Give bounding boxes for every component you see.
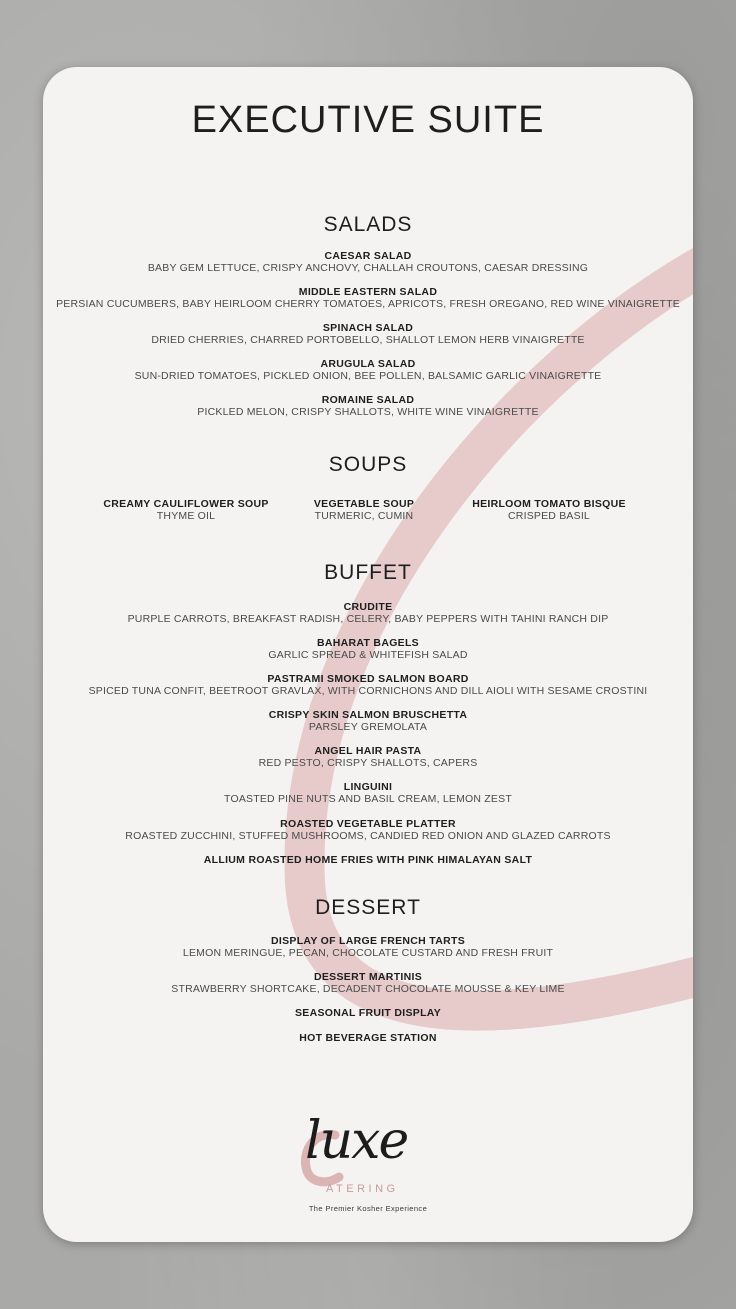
menu-card <box>43 67 693 1242</box>
item-name: ROASTED VEGETABLE PLATTER <box>280 818 456 830</box>
menu-item <box>43 935 693 959</box>
menu-item <box>43 358 693 382</box>
item-name: HOT BEVERAGE STATION <box>299 1032 437 1044</box>
menu-item <box>43 322 693 346</box>
menu-item <box>43 394 693 418</box>
item-description: STRAWBERRY SHORTCAKE, DECADENT CHOCOLATE MOUSSE & KEY LIME <box>171 983 565 995</box>
item-name: MIDDLE EASTERN SALAD <box>298 286 438 298</box>
menu-item <box>86 498 286 522</box>
menu-title: EXECUTIVE SUITE <box>191 99 545 141</box>
menu-item <box>43 601 693 625</box>
item-description: BABY GEM LETTUCE, CRISPY ANCHOVY, CHALLAH CROUTONS, CAESAR DRESSING <box>147 262 589 274</box>
menu-item <box>43 971 693 995</box>
item-description: SUN-DRIED TOMATOES, PICKLED ONION, BEE POLLEN, BALSAMIC GARLIC VINAIGRETTE <box>134 370 602 382</box>
item-description: CRISPED BASIL <box>508 510 590 522</box>
item-name: LINGUINI <box>343 781 393 793</box>
item-name: ARUGULA SALAD <box>320 358 416 370</box>
section-title-buffet: BUFFET <box>324 561 412 584</box>
item-description: LEMON MERINGUE, PECAN, CHOCOLATE CUSTARD AND FRESH FRUIT <box>182 947 554 959</box>
item-description: PURPLE CARROTS, BREAKFAST RADISH, CELERY, BABY PEPPERS WITH TAHINI RANCH DIP <box>127 613 609 625</box>
item-name: ANGEL HAIR PASTA <box>314 745 422 757</box>
item-name: CRUDITE <box>343 601 393 613</box>
logo-tagline: The Premier Kosher Experience <box>308 1204 428 1213</box>
menu-item <box>43 709 693 733</box>
item-description: GARLIC SPREAD & WHITEFISH SALAD <box>268 649 468 661</box>
luxe-catering-logo <box>293 1105 443 1220</box>
item-name: DISPLAY OF LARGE FRENCH TARTS <box>270 935 466 947</box>
item-name: CAESAR SALAD <box>324 250 412 262</box>
menu-item <box>264 498 464 522</box>
logo-script: luxe <box>305 1111 408 1171</box>
item-description: SPICED TUNA CONFIT, BEETROOT GRAVLAX, WITH CORNICHONS AND DILL AIOLI WITH SESAME CROSTINI <box>88 685 648 697</box>
item-name: VEGETABLE SOUP <box>313 498 415 510</box>
menu-item <box>43 1007 693 1019</box>
item-description: TOASTED PINE NUTS AND BASIL CREAM, LEMON ZEST <box>224 793 512 805</box>
item-description: PERSIAN CUCUMBERS, BABY HEIRLOOM CHERRY TOMATOES, APRICOTS, FRESH OREGANO, RED WINE VINAIGRETTE <box>56 298 680 310</box>
menu-item <box>43 637 693 661</box>
menu-item <box>43 250 693 274</box>
logo-catering: ATERING <box>326 1183 399 1195</box>
item-description: TURMERIC, CUMIN <box>314 510 414 522</box>
menu-item <box>449 498 649 522</box>
item-name: BAHARAT BAGELS <box>316 637 419 649</box>
item-name: CRISPY SKIN SALMON BRUSCHETTA <box>268 709 468 721</box>
item-name: CREAMY CAULIFLOWER SOUP <box>103 498 269 510</box>
item-name: DESSERT MARTINIS <box>313 971 423 983</box>
item-description: PARSLEY GREMOLATA <box>308 721 428 733</box>
menu-item <box>43 286 693 310</box>
menu-item <box>43 745 693 769</box>
item-name: SPINACH SALAD <box>322 322 414 334</box>
item-description: PICKLED MELON, CRISPY SHALLOTS, WHITE WINE VINAIGRETTE <box>197 406 539 418</box>
item-name: ALLIUM ROASTED HOME FRIES WITH PINK HIMALAYAN SALT <box>203 854 533 866</box>
item-name: SEASONAL FRUIT DISPLAY <box>294 1007 442 1019</box>
item-name: PASTRAMI SMOKED SALMON BOARD <box>267 673 469 685</box>
menu-item <box>43 781 693 805</box>
section-title-soups: SOUPS <box>328 453 408 476</box>
item-description: RED PESTO, CRISPY SHALLOTS, CAPERS <box>258 757 478 769</box>
item-description: THYME OIL <box>156 510 216 522</box>
menu-item <box>43 818 693 842</box>
menu-item <box>43 1032 693 1044</box>
section-title-dessert: DESSERT <box>315 896 421 919</box>
menu-item <box>43 854 693 866</box>
item-description: DRIED CHERRIES, CHARRED PORTOBELLO, SHALLOT LEMON HERB VINAIGRETTE <box>151 334 585 346</box>
menu-item <box>43 673 693 697</box>
item-name: ROMAINE SALAD <box>321 394 415 406</box>
item-name: HEIRLOOM TOMATO BISQUE <box>472 498 626 510</box>
item-description: ROASTED ZUCCHINI, STUFFED MUSHROOMS, CANDIED RED ONION AND GLAZED CARROTS <box>125 830 611 842</box>
section-title-salads: SALADS <box>323 213 413 236</box>
